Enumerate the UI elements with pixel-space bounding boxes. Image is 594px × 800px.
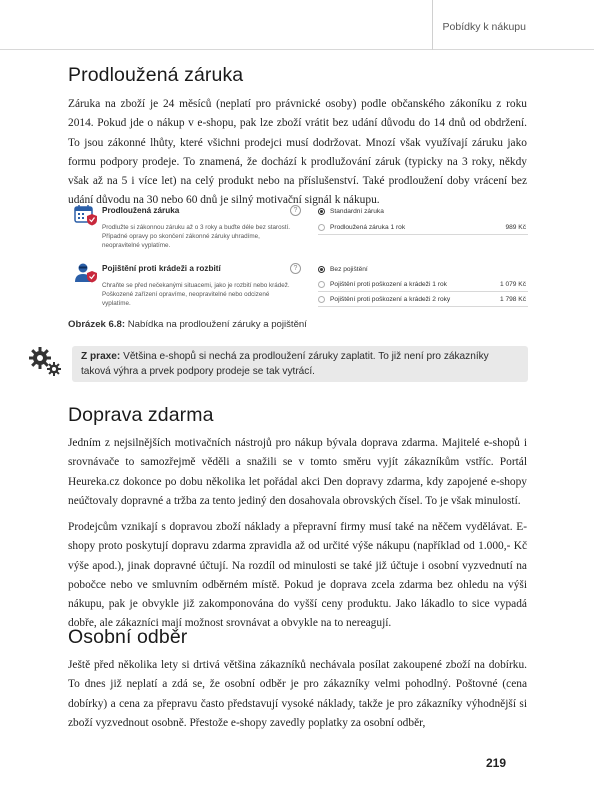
option-price: 1 798 Kč	[499, 296, 526, 303]
section-heading-odber: Osobní odběr	[68, 626, 188, 648]
paragraph-odber: Ještě před několika lety si drtivá většina zákazníků nechávala posílat zakoupené zboží na dobírku. To dnes již neplatí a zdá se, že osobní odběr je pro zákazníky velmi pohodlný. Poštovné (cena dobírky) a cena za přepravu často představují vysoké náklady, takže je pro zákazníky výhodnější si zboží vyzvednout osobně. Přestože e-shopy zavedly poplatky za osobní odběr,	[68, 659, 527, 729]
warranty-row	[70, 200, 532, 256]
gears-icon	[28, 346, 64, 378]
chapter-title: Pobídky k nákupu	[442, 21, 526, 33]
help-icon[interactable]: ?	[290, 205, 301, 216]
figure-warranty-offer	[70, 200, 532, 315]
option-price: 1 079 Kč	[499, 281, 526, 288]
warranty-option-1-year[interactable]	[318, 222, 528, 235]
insurance-description: Chraňte se před nečekanými situacemi, jako je rozbití nebo krádež. Poškozené zařízení opravíme, neopravitelné nebo odcizené vyplatíme.	[102, 282, 290, 307]
tip-box	[72, 346, 528, 382]
option-price: 989 Kč	[505, 224, 526, 231]
insurance-row	[70, 258, 532, 314]
section-heading-doprava: Doprava zdarma	[68, 404, 214, 426]
calendar-shield-icon	[74, 204, 98, 226]
option-label: Prodloužená záruka 1 rok	[330, 224, 406, 231]
warranty-option-standard[interactable]	[318, 206, 528, 219]
figure-caption	[68, 319, 307, 330]
option-label: Pojištění proti poškození a krádeži 2 roky	[330, 296, 451, 303]
header-divider	[432, 0, 433, 50]
option-label: Pojištění proti poškození a krádeži 1 rok	[330, 281, 447, 288]
insurance-option-2-years[interactable]	[318, 294, 528, 307]
section-heading-zaruka: Prodloužená záruka	[68, 64, 244, 86]
caption-label: Obrázek 6.8:	[68, 319, 126, 330]
option-label: Bez pojištění	[330, 266, 368, 273]
running-header	[0, 0, 594, 50]
tip-text: Většina e-shopů si nechá za prodloužení záruky zaplatit. To již není pro zákazníky taková výhra a prvek podpory prodeje se tak vytrácí.	[81, 351, 489, 377]
paragraph-zaruka: Záruka na zboží je 24 měsíců (neplatí pro právnické osoby) podle občanského zákoníku z roku 2014. Pokud jde o nákup v e-shopu, pak lze zboží vrátit bez udání důvodu do 14 dnů od obdržení. To jsou zákonné lhůty, které všichni prodejci musí dodržovat. Mnozí však využívají záruku jako formu podpory prodeje. To znamená, že dochází k prodlužování záruk (typicky na 3 roky, někdy však až na 5 i více let) na celý produkt nebo na příslušenství. Také prodloužení doby vrácení bez udání důvodu na 30 nebo 60 dnů je silný motivační signál k nákupu.	[68, 98, 527, 207]
insurance-option-none[interactable]	[318, 264, 528, 277]
radio-selected-icon[interactable]	[318, 208, 325, 215]
paragraph-doprava-2: Prodejcům vznikají s dopravou zboží náklady a přepravní firmy musí také na něčem vydělávat. E-shopy proto poskytují dopravu zdarma zpravidla až od určité výše nákupu (například od 1.000,- Kč výše apod.), jinak dopravné účtují. Na rozdíl od minulosti se také již účtuje i osobní vyzvednutí na pobočce nebo ve smluvním odběrném místě. Pokud je doprava zcela zdarma bez ohledu na výši nákupu, pak je obvykle již zakomponována do vyšší ceny produktu. Jako lákadlo to sice vypadá dobře, ale zákazníci mají možnost srovnávat a obvykle na to nereagují.	[68, 521, 527, 630]
radio-icon[interactable]	[318, 224, 325, 231]
insurance-title: Pojištění proti krádeži a rozbití	[102, 264, 221, 273]
radio-icon[interactable]	[318, 281, 325, 288]
help-icon[interactable]: ?	[290, 263, 301, 274]
radio-icon[interactable]	[318, 296, 325, 303]
page-number: 219	[486, 756, 507, 770]
radio-selected-icon[interactable]	[318, 266, 325, 273]
caption-text: Nabídka na prodloužení záruky a pojištění	[125, 319, 307, 330]
warranty-description: Prodlužte si zákonnou záruku až o 3 roky a buďte déle bez starostí. Případné opravy po skončení zákonné záruky uhradíme, neopravitelné vyplatíme.	[102, 224, 290, 249]
paragraph-doprava-1: Jedním z nejsilnějších motivačních nástrojů pro nákup bývala doprava zdarma. Majitelé e-shopů i srovnávače to samozřejmě věděli a snažili se v tomto směru vyjít zákazníkům vstříc. Portál Heureka.cz dokonce po dobu několika let pořádal akci Den dopravy zdarma, kdy zapojené e-shopy neúčtovaly dopravné a tržba za tento jediný den dosahovala obrovských čísel. To je však minulostí.	[68, 437, 527, 507]
option-label: Standardní záruka	[330, 208, 384, 215]
insurance-option-1-year[interactable]	[318, 279, 528, 292]
warranty-title: Prodloužená záruka	[102, 206, 180, 215]
tip-label: Z praxe:	[81, 351, 121, 362]
theft-shield-icon	[74, 262, 98, 284]
